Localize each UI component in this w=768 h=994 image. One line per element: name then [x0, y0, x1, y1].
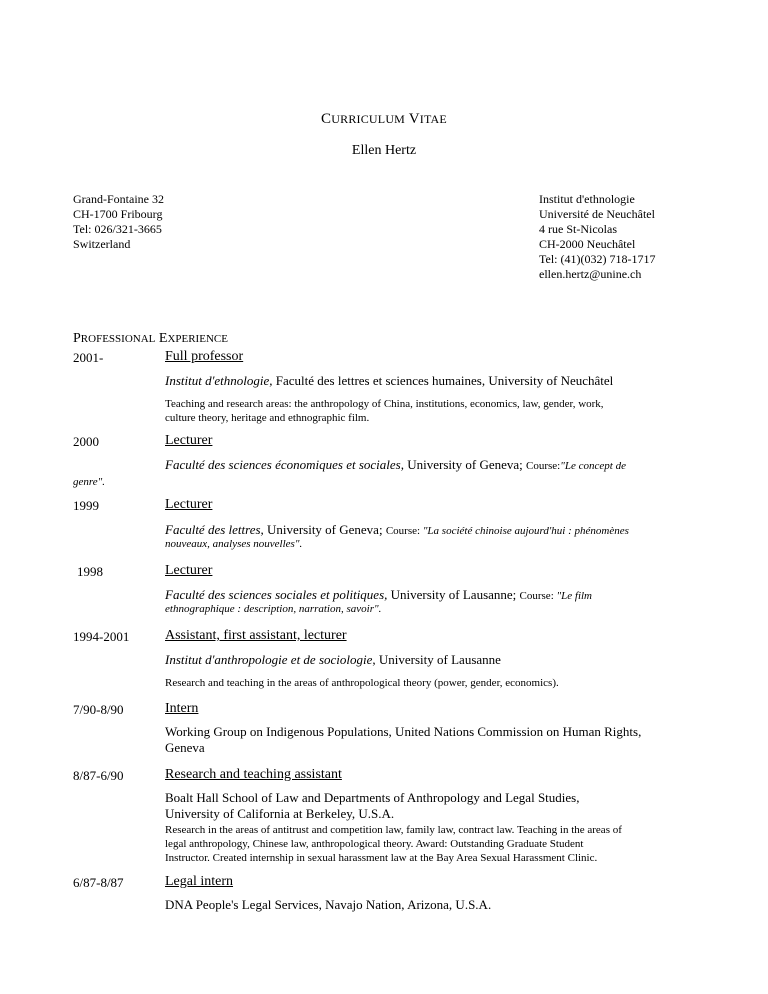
entry-title: Research and teaching assistant: [165, 767, 342, 782]
entry-institution: Faculté des sciences économiques et sociales, University of Geneva; Course:"Le concept de: [165, 457, 626, 472]
entry-institution: Institut d'ethnologie, Faculté des lettres et sciences humaines, University of Neuchâtel: [165, 373, 614, 388]
entry-title: Lecturer: [165, 497, 213, 512]
entry-course-continuation: nouveaux, analyses nouvelles".: [165, 538, 303, 550]
entry-course-continuation: genre".: [73, 476, 106, 488]
entry-title: Full professor: [165, 349, 244, 364]
entry-institution: Faculté des sciences sociales et politiques, University of Lausanne; Course: "Le film: [165, 587, 592, 602]
entry-title: Lecturer: [165, 563, 213, 578]
entry-institution: Working Group on Indigenous Populations, United Nations Commission on Human Rights, Geneva: [165, 724, 642, 755]
entry-year: 2000: [73, 434, 99, 449]
document-title: CURRICULUM VITAE: [321, 111, 447, 127]
entry-year: 1999: [73, 498, 99, 513]
entry-year: 1994-2001: [73, 629, 130, 644]
section-heading: PROFESSIONAL EXPERIENCE: [73, 331, 228, 346]
entry-description: Research in the areas of antitrust and competition law, family law, contract law. Teaching in the areas of legal anthropology, Chinese law, anthropological theory. Award: Outstanding Graduate Student Instructor. Created internship in sexual harassment law at the Bay Area Sexual Harassment Clinic.: [165, 824, 622, 864]
entry-year: 2001-: [73, 350, 104, 365]
entry-title: Legal intern: [165, 874, 234, 889]
entry-year: 7/90-8/90: [73, 702, 124, 717]
entry-institution: DNA People's Legal Services, Navajo Nation, Arizona, U.S.A.: [165, 897, 492, 912]
work-address: Institut d'ethnologie Université de Neuchâtel 4 rue St-Nicolas CH-2000 Neuchâtel Tel: (41)(032) 718-1717 ellen.hertz@unine.ch: [539, 192, 656, 281]
entry-course-continuation: ethnographique : description, narration, savoir".: [165, 603, 382, 615]
person-name: Ellen Hertz: [351, 143, 417, 158]
entry-description: Research and teaching in the areas of anthropological theory (power, gender, economics).: [165, 677, 559, 689]
entry-year: 6/87-8/87: [73, 875, 124, 890]
entry-institution: Boalt Hall School of Law and Departments of Anthropology and Legal Studies, University of California at Berkeley, U.S.A.: [165, 790, 580, 821]
entry-title: Assistant, first assistant, lecturer: [165, 628, 347, 643]
entry-year: 1998: [77, 564, 103, 579]
entry-institution: Institut d'anthropologie et de sociologie, University of Lausanne: [165, 652, 501, 667]
home-address: Grand-Fontaine 32 CH-1700 Fribourg Tel: 026/321-3665 Switzerland: [73, 192, 164, 251]
entry-title: Lecturer: [165, 433, 213, 448]
entry-description: Teaching and research areas: the anthropology of China, institutions, economics, law, gender, work, culture theory, heritage and ethnographic film.: [165, 398, 604, 424]
entry-title: Intern: [165, 701, 199, 716]
entry-year: 8/87-6/90: [73, 768, 124, 783]
entry-institution: Faculté des lettres, University of Geneva; Course: "La société chinoise aujourd'hui : phénomènes: [165, 522, 629, 537]
